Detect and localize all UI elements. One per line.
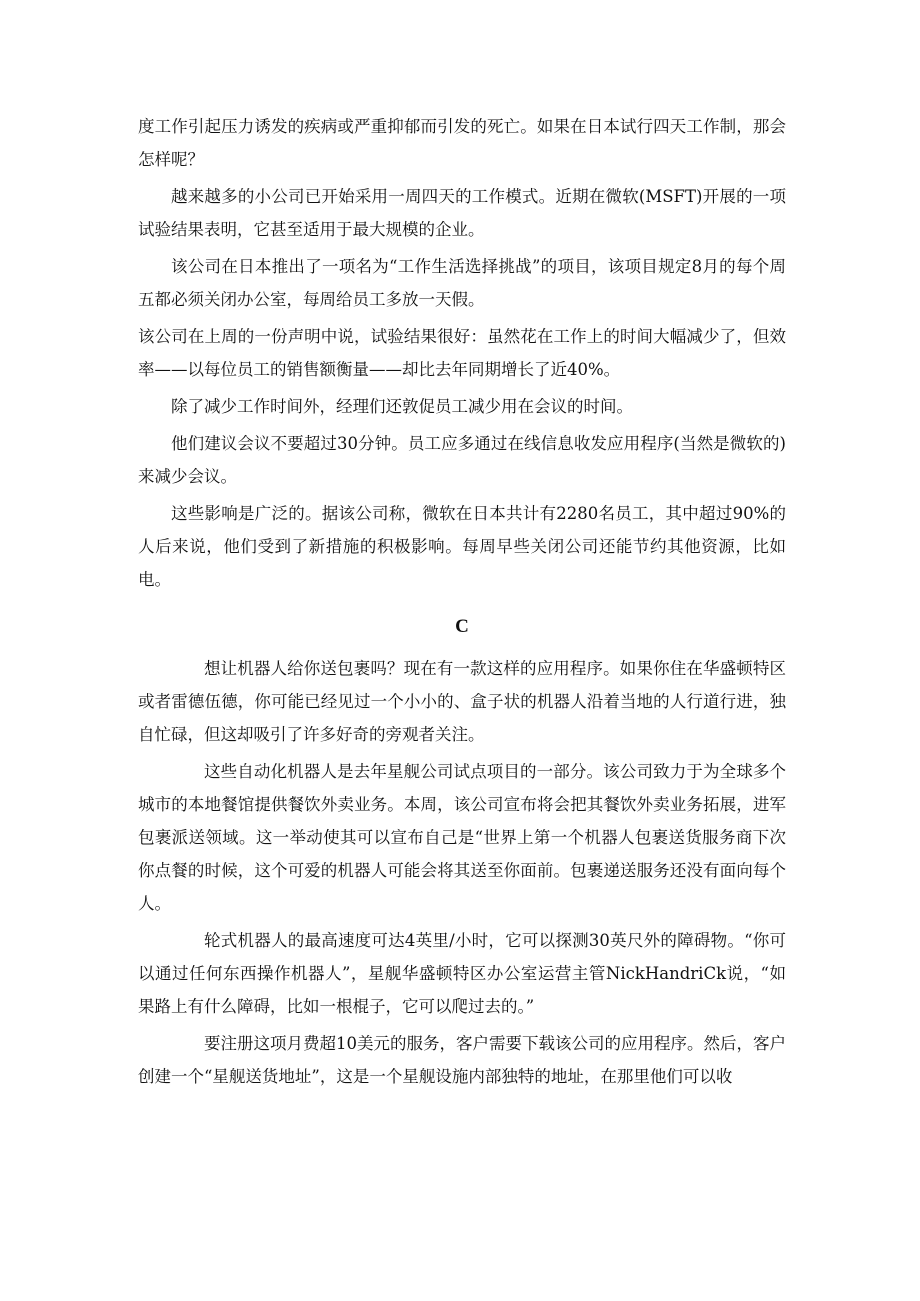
paragraph-four-day-week: 越来越多的小公司已开始采用一周四天的工作模式。近期在微软(MSFT)开展的一项试验结果表明，它甚至适用于最大规模的企业。	[138, 187, 786, 239]
paragraph-meeting-time: 除了减少工作时间外，经理们还敦促员工减少用在会议的时间。	[171, 397, 633, 416]
paragraph-starship-pilot: 这些自动化机器人是去年星舰公司试点项目的一部分。该公司致力于为全球多个城市的本地餐馆提供餐饮外卖业务。本周，该公司宣布将会把其餐饮外卖业务拓展，进军包裹派送领域。这一举动使其可以宣布自己是“世界上第一个机器人包裹送货服务商下次你点餐的时候，这个可爱的机器人可能会将其送至你面前。包裹递送服务还没有面向每个人。	[138, 762, 786, 913]
paragraph-work-life-challenge: 该公司在日本推出了一项名为“工作生活选择挑战”的项目，该项目规定8月的每个周五都必须关闭办公室，每周给员工多放一天假。	[138, 257, 786, 309]
paragraph-robot-delivery: 想让机器人给你送包裹吗？现在有一款这样的应用程序。如果你住在华盛顿特区或者雷德伍德，你可能已经见过一个小小的、盒子状的机器人沿着当地的人行道行进，独自忙碌，但这却吸引了许多好奇的旁观者关注。	[138, 659, 786, 744]
paragraph-registration: 要注册这项月费超10美元的服务，客户需要下载该公司的应用程序。然后，客户创建一个“星舰送货地址”，这是一个星舰设施内部独特的地址，在那里他们可以收	[138, 1034, 786, 1086]
document-body	[138, 110, 786, 1093]
paragraph-impact: 这些影响是广泛的。据该公司称，微软在日本共计有2280名员工，其中超过90%的人后来说，他们受到了新措施的积极影响。每周早些关闭公司还能节约其他资源，比如电。	[138, 504, 786, 589]
paragraph-meeting-length: 他们建议会议不要超过30分钟。员工应多通过在线信息收发应用程序(当然是微软的)来减少会议。	[138, 434, 786, 486]
section-heading-c: C	[455, 616, 469, 637]
paragraph-trial-results: 该公司在上周的一份声明中说，试验结果很好：虽然花在工作上的时间大幅减少了，但效率——以每位员工的销售额衡量——却比去年同期增长了近40%。	[138, 327, 786, 379]
paragraph-continuation: 度工作引起压力诱发的疾病或严重抑郁而引发的死亡。如果在日本试行四天工作制，那会怎样呢？	[138, 117, 786, 169]
paragraph-robot-speed: 轮式机器人的最高速度可达4英里/小时，它可以探测30英尺外的障碍物。“你可以通过任何东西操作机器人”，星舰华盛顿特区办公室运营主管NickHandriCk说，“如果路上有什么障碍，比如一根棍子，它可以爬过去的。”	[138, 931, 786, 1016]
